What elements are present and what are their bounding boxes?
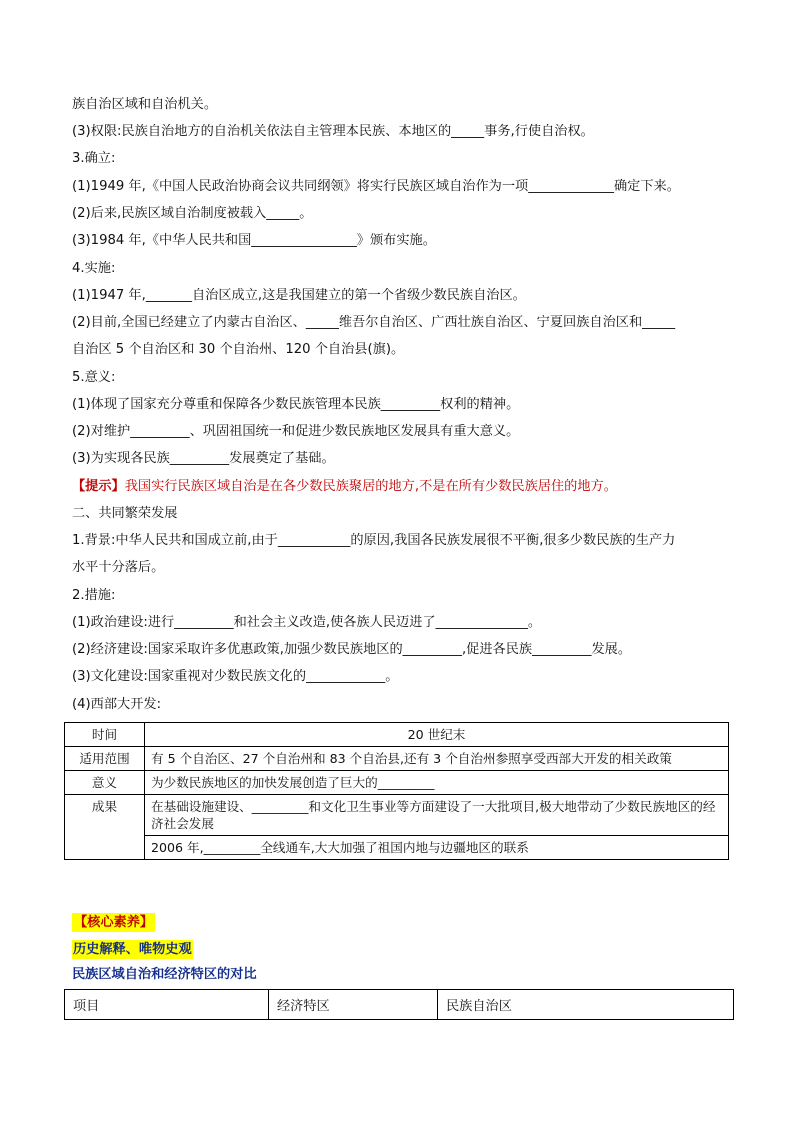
table-row xyxy=(65,723,729,747)
comparison-table xyxy=(64,989,734,1020)
text-line: 3.确立: xyxy=(72,151,116,166)
row-value: 20 世纪末 xyxy=(145,723,729,747)
header-cell: 项目 xyxy=(65,990,269,1020)
text-line: (3)为实现各民族_________发展奠定了基础。 xyxy=(72,451,335,466)
text-line: 2.措施: xyxy=(72,588,116,603)
text-line: (1)体现了国家充分尊重和保障各少数民族管理本民族_________权利的精神。 xyxy=(72,397,520,412)
text-line: (2)后来,民族区域自治制度被载入_____。 xyxy=(72,206,313,221)
row-value: 有 5 个自治区、27 个自治州和 83 个自治县,还有 3 个自治州参照享受西部大开发的相关政策 xyxy=(145,747,729,771)
text-line: (2)目前,全国已经建立了内蒙古自治区、_____维吾尔自治区、广西壮族自治区、宁夏回族自治区和_____ xyxy=(72,315,676,330)
text-line: (3)文化建设:国家重视对少数民族文化的____________。 xyxy=(72,669,399,684)
hint-line xyxy=(72,478,732,496)
text-line: 自治区 5 个自治区和 30 个自治州、120 个自治县(旗)。 xyxy=(72,342,405,357)
text-line: 族自治区域和自治机关。 xyxy=(72,97,218,112)
comparison-heading: 民族区域自治和经济特区的对比 xyxy=(72,967,257,982)
text-line: (1)1947 年,_______自治区成立,这是我国建立的第一个省级少数民族自治区。 xyxy=(72,288,526,303)
row-value: 在基础设施建设、_________和文化卫生事业等方面建设了一大批项目,极大地带动了少数民族地区的经济社会发展 xyxy=(145,795,729,836)
header-cell: 经济特区 xyxy=(269,990,438,1020)
row-label: 时间 xyxy=(65,723,145,747)
text-line: 5.意义: xyxy=(72,370,116,385)
table-row xyxy=(65,747,729,771)
row-label: 意义 xyxy=(65,771,145,795)
text-line: 水平十分落后。 xyxy=(72,560,165,575)
row-value: 为少数民族地区的加快发展创造了巨大的_________ xyxy=(145,771,729,795)
text-line: (3)1984 年,《中华人民共和国________________》颁布实施。 xyxy=(72,233,436,248)
text-line: (2)经济建设:国家采取许多优惠政策,加强少数民族地区的_________,促进各民族_________发展。 xyxy=(72,642,632,657)
section-heading: 二、共同繁荣发展 xyxy=(72,506,178,521)
text-line: (4)西部大开发: xyxy=(72,697,162,712)
core-literacy-badge: 【核心素养】 xyxy=(74,915,154,930)
text-line: 4.实施: xyxy=(72,261,116,276)
row-label: 适用范围 xyxy=(65,747,145,771)
row-label: 成果 xyxy=(65,795,145,860)
table-row xyxy=(65,771,729,795)
text-line: (1)政治建设:进行_________和社会主义改造,使各族人民迈进了______________。 xyxy=(72,615,542,630)
row-value: 2006 年,_________全线通车,大大加强了祖国内地与边疆地区的联系 xyxy=(145,836,729,860)
table-row xyxy=(65,836,729,860)
text-line: 1.背景:中华人民共和国成立前,由于___________的原因,我国各民族发展很不平衡,很多少数民族的生产力 xyxy=(72,533,676,548)
table-header-row xyxy=(65,990,734,1020)
text-line: (3)权限:民族自治地方的自治机关依法自主管理本民族、本地区的_____事务,行使自治权。 xyxy=(72,124,594,139)
hint-tag: 【提示】 xyxy=(72,479,125,494)
hint-text: 我国实行民族区域自治是在各少数民族聚居的地方,不是在所有少数民族居住的地方。 xyxy=(124,479,617,494)
core-subtitle: 历史解释、唯物史观 xyxy=(73,942,192,957)
table-row xyxy=(65,795,729,836)
western-development-table xyxy=(64,722,729,860)
header-cell: 民族自治区 xyxy=(438,990,734,1020)
text-line: (2)对维护_________、巩固祖国统一和促进少数民族地区发展具有重大意义。 xyxy=(72,424,520,439)
text-line: (1)1949 年,《中国人民政治协商会议共同纲领》将实行民族区域自治作为一项_____________确定下来。 xyxy=(72,179,680,194)
